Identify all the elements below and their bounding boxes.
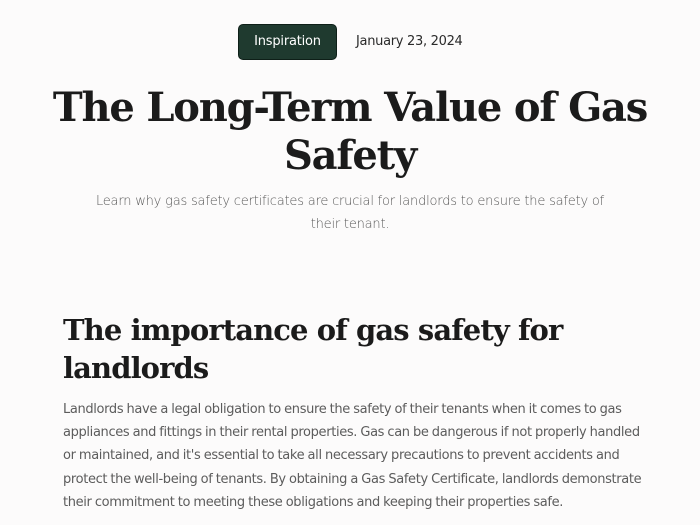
page-subtitle: Learn why gas safety certificates are crucial for landlords to ensure the safety of their tenant. bbox=[95, 194, 605, 232]
section-paragraph: Landlords have a legal obligation to ensure the safety of their tenants when it comes to gas appliances and fittings in their rental properties. Gas can be dangerous if not properly handled or maintained, and it's essential to take all necessary precautions to prevent accidents and protect the well-being of tenants. By obtaining a Gas Safety Certificate, landlords demonstrate their commitment to meeting these obligations and keeping their properties safe. bbox=[63, 402, 642, 510]
page-title: The Long-Term Value of Gas Safety bbox=[52, 84, 648, 179]
category-tag[interactable]: Inspiration bbox=[238, 24, 337, 60]
section-heading: The importance of gas safety for landlords bbox=[63, 313, 563, 385]
post-date: January 23, 2024 bbox=[356, 34, 463, 49]
post-meta bbox=[0, 24, 700, 60]
